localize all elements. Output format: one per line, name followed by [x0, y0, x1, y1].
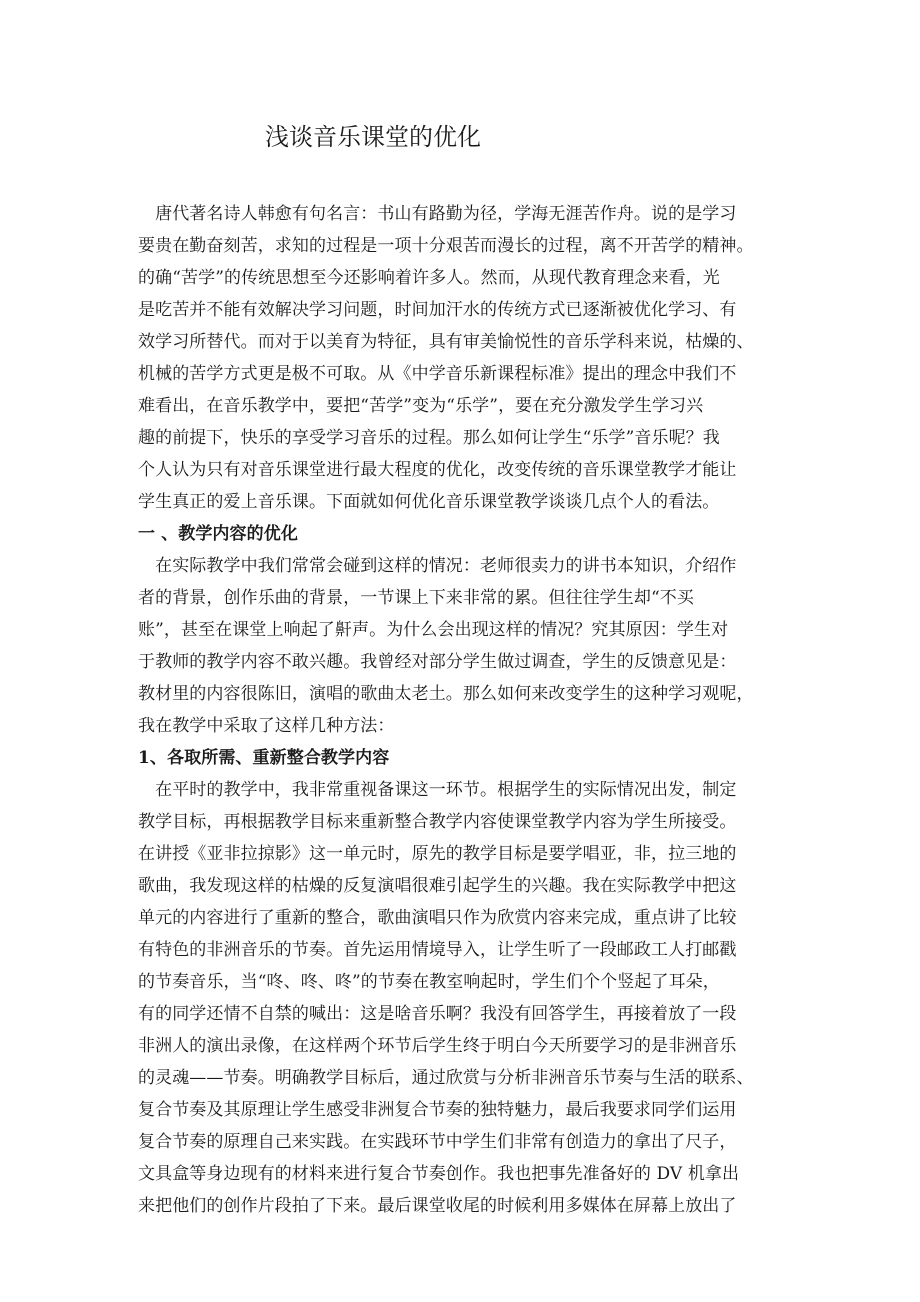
body-line: 文具盒等身边现有的材料来进行复合节奏创作。我也把事先准备好的 DV 机拿出	[138, 1164, 740, 1184]
body-line: 教学目标，再根据教学目标来重新整合教学内容使课堂教学内容为学生所接受。	[138, 812, 737, 832]
body-line: 非洲人的演出录像，在这样两个环节后学生终于明白今天所要学习的是非洲音乐	[138, 1036, 737, 1056]
body-line: 于教师的教学内容不敢兴趣。我曾经对部分学生做过调查，学生的反馈意见是：	[138, 652, 737, 672]
body-line: 在平时的教学中，我非常重视备课这一环节。根据学生的实际情况出发，制定	[138, 780, 737, 800]
document-title: 浅谈音乐课堂的优化	[265, 123, 481, 151]
body-line: 唐代著名诗人韩愈有句名言：书山有路勤为径，学海无涯苦作舟。说的是学习	[138, 204, 737, 224]
body-line: 是吃苦并不能有效解决学习问题，时间加汗水的传统方式已逐渐被优化学习、有	[138, 300, 737, 320]
body-line: 在实际教学中我们常常会碰到这样的情况：老师很卖力的讲书本知识，介绍作	[138, 556, 737, 576]
body-line: 趣的前提下，快乐的享受学习音乐的过程。那么如何让学生“乐学”音乐呢？我	[138, 428, 720, 448]
body-line: 我在教学中采取了这样几种方法：	[138, 716, 395, 736]
body-line: 歌曲，我发现这样的枯燥的反复演唱很难引起学生的兴趣。我在实际教学中把这	[138, 876, 737, 896]
body-line: 有的同学还情不自禁的喊出：这是啥音乐啊？我没有回答学生，再接着放了一段	[138, 1004, 737, 1024]
body-line: 难看出，在音乐教学中，要把“苦学”变为“乐学”，要在充分激发学生学习兴	[138, 396, 704, 416]
body-line: 复合节奏的原理自己来实践。在实践环节中学生们非常有创造力的拿出了尺子，	[138, 1132, 737, 1152]
body-line: 的灵魂——节奏。明确教学目标后，通过欣赏与分析非洲音乐节奏与生活的联系、	[138, 1068, 754, 1088]
body-line: 效学习所替代。而对于以美育为特征，具有审美愉悦性的音乐学科来说，枯燥的、	[138, 332, 754, 352]
body-line: 要贵在勤奋刻苦，求知的过程是一项十分艰苦而漫长的过程，离不开苦学的精神。	[138, 236, 754, 256]
section-heading: 一 、教学内容的优化	[138, 524, 298, 544]
body-line: 的节奏音乐，当“咚、咚、咚”的节奏在教室响起时，学生们个个竖起了耳朵，	[138, 972, 720, 992]
subsection-heading: 1、各取所需、重新整合教学内容	[138, 748, 390, 768]
body-line: 教材里的内容很陈旧，演唱的歌曲太老土。那么如何来改变学生的这种学习观呢，	[138, 684, 754, 704]
body-line: 有特色的非洲音乐的节奏。首先运用情境导入，让学生听了一段邮政工人打邮戳	[138, 940, 737, 960]
body-line: 来把他们的创作片段拍了下来。最后课堂收尾的时候利用多媒体在屏幕上放出了	[138, 1196, 737, 1216]
body-line: 在讲授《亚非拉掠影》这一单元时，原先的教学目标是要学唱亚，非，拉三地的	[138, 844, 737, 864]
body-line: 的确“苦学”的传统思想至今还影响着许多人。然而，从现代教育理念来看，光	[138, 268, 720, 288]
body-line: 账”，甚至在课堂上响起了鼾声。为什么会出现这样的情况？究其原因：学生对	[138, 620, 729, 640]
body-line: 学生真正的爱上音乐课。下面就如何优化音乐课堂教学谈谈几点个人的看法。	[138, 492, 720, 512]
body-line: 单元的内容进行了重新的整合，歌曲演唱只作为欣赏内容来完成，重点讲了比较	[138, 908, 737, 928]
body-line: 机械的苦学方式更是极不可取。从《中学音乐新课程标准》提出的理念中我们不	[138, 364, 737, 384]
body-line: 者的背景，创作乐曲的背景，一节课上下来非常的累。但往往学生却“不买	[138, 588, 694, 608]
body-line: 复合节奏及其原理让学生感受非洲复合节奏的独特魅力，最后我要求同学们运用	[138, 1100, 737, 1120]
body-line: 个人认为只有对音乐课堂进行最大程度的优化，改变传统的音乐课堂教学才能让	[138, 460, 737, 480]
document-body	[138, 198, 788, 1222]
